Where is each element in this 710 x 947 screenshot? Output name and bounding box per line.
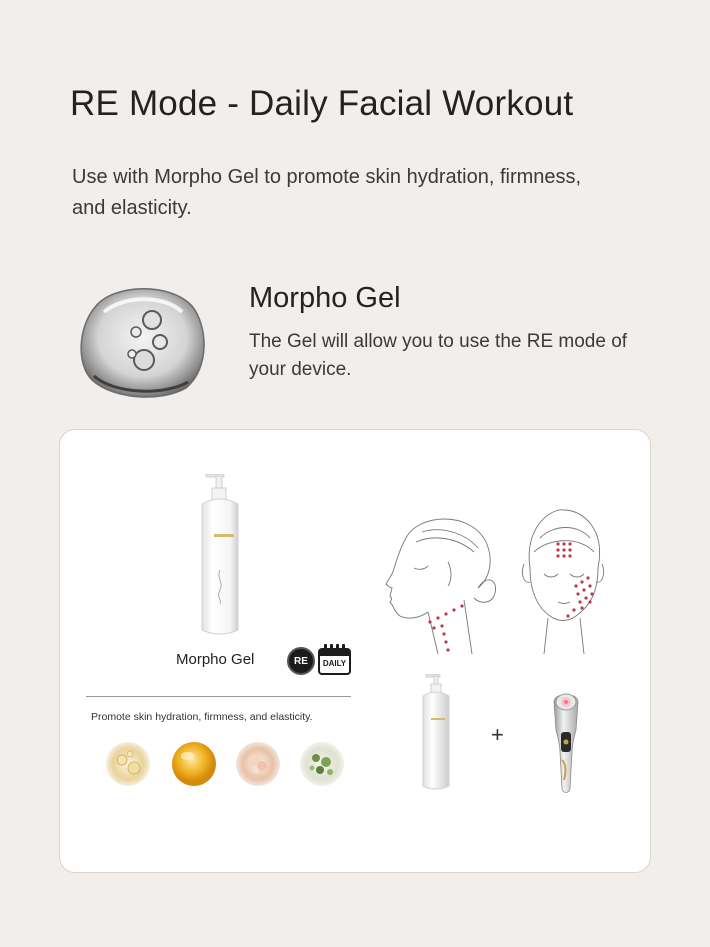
face-front-illustration	[520, 508, 606, 654]
promote-text: Promote skin hydration, firmness, and elasticity.	[91, 711, 313, 723]
card-product-name: Morpho Gel	[176, 651, 255, 668]
facial-device-image	[548, 688, 584, 796]
plus-sign: +	[491, 722, 504, 747]
page-title: RE Mode - Daily Facial Workout	[70, 84, 574, 123]
ingredient-herb-image	[298, 740, 346, 788]
ingredient-gel-image	[104, 740, 152, 788]
re-mode-badge: RE	[287, 647, 315, 675]
page-description: Use with Morpho Gel to promote skin hydration, firmness, and elasticity.	[72, 166, 582, 219]
divider	[86, 696, 351, 697]
gel-name: Morpho Gel	[249, 282, 401, 314]
gel-bottle-image	[194, 474, 246, 638]
product-card	[59, 429, 651, 873]
daily-calendar-badge	[318, 644, 351, 675]
gel-bottle-small-image	[418, 674, 454, 792]
ingredient-flower-image	[234, 740, 282, 788]
gel-description: The Gel will allow you to use the RE mode of your device.	[249, 331, 628, 380]
daily-badge-label: DAILY	[322, 659, 347, 668]
face-profile-illustration	[378, 508, 498, 654]
gel-blob-image	[74, 276, 210, 402]
ingredient-honey-image	[170, 740, 218, 788]
